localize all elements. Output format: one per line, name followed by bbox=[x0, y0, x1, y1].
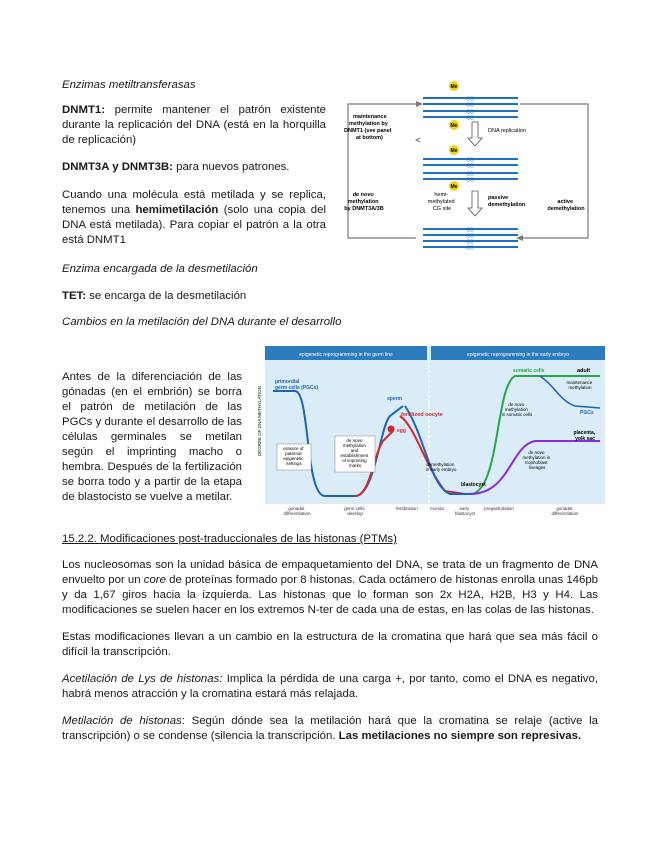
passive-demethylation-label: passive demethylation bbox=[488, 195, 526, 208]
hemi-bold: hemimetilación bbox=[135, 204, 219, 216]
y-axis-label: DEGREE OF DNA METHYLATION bbox=[257, 386, 262, 456]
svg-text:Me: Me bbox=[450, 148, 458, 154]
x-label-fertilization: fertilization bbox=[396, 506, 418, 511]
placenta-label: placenta, yolk sac bbox=[573, 430, 596, 442]
blastocyst-label: blastocyst bbox=[461, 482, 486, 488]
svg-text:GC: GC bbox=[466, 163, 474, 170]
de-novo-label: de novo methylation by DNMT3A/3B bbox=[344, 192, 384, 212]
svg-text:CG: CG bbox=[466, 239, 474, 246]
cycle-right-arrow bbox=[520, 104, 588, 238]
dnmt1-text: permite mantener el patrón existente durante la replicación del DNA (está en la horquilla de replicación) bbox=[62, 104, 326, 146]
development-side-paragraph: Antes de la diferenciación de las gónadas (en el embrión) se borra el patrón de metilación de las PGCs y durante el desarrollo de las células germinales se metilan según el imprinting macho o hembra. Después de la fertilización se borra todo y a partir de la etapa de blastocisto se vuelve a metilar. bbox=[62, 371, 242, 503]
x-label-early-blastocyst: early blastocyst bbox=[454, 506, 476, 516]
hemi-text-1: Cuando una molécula está metilada y se replica, tenemos una bbox=[62, 189, 326, 216]
svg-text:CG: CG bbox=[466, 109, 474, 116]
passive-demethylation-arrow bbox=[468, 191, 482, 216]
de-novo-somatic-label: de novo methylation in somatic cells bbox=[501, 402, 533, 417]
active-demethylation-label: active demethylation bbox=[547, 199, 585, 212]
svg-text:Me: Me bbox=[450, 84, 458, 90]
svg-text:GC: GC bbox=[466, 177, 474, 184]
tet-paragraph bbox=[62, 289, 362, 304]
acetylation-paragraph: Acetilación de Lys de histonas: Implica la pérdida de una carga +, por tanto, como el DNA es negativo, habrá menos atracción y la cromatina estará más relajada. bbox=[62, 673, 598, 700]
nucleosome-paragraph: Los nucleosomas son la unidad básica de empaquetamiento del DNA, se trata de un fragmento de DNA envuelto por un core de proteínas formado por 8 histonas. Cada octámero de histonas enrolla unas 146pb y da 1,67 giros hacia la izquierda. Las histonas que lo forman son 2x H2A, H2B, H3 y H4. Las modificaciones se suelen hacer en los extremos N-ter de cada una de estas, en las colas de las histonas. bbox=[62, 559, 598, 616]
heading-cambios-desarrollo: Cambios en la metilación del DNA durante el desarrollo bbox=[62, 316, 342, 328]
dna-duplex-bottom bbox=[423, 228, 518, 251]
hemi-site-label: hemi- methylated CG site bbox=[427, 192, 455, 212]
methylation-not-repressive: Las metilaciones no siempre son represivas. bbox=[338, 730, 582, 742]
somatic-cells-label: somatic cells bbox=[513, 368, 545, 374]
dna-duplex-hemi bbox=[423, 145, 518, 191]
svg-text:CG: CG bbox=[466, 157, 474, 164]
heading-desmetilacion: Enzima encargada de la desmetilación bbox=[62, 263, 258, 275]
x-label-pregastrulation: pregastrulation bbox=[484, 506, 514, 511]
svg-text:CG: CG bbox=[466, 171, 474, 178]
egg-icon bbox=[388, 426, 395, 433]
demethylation-early-label: demethylation in early embryo bbox=[425, 462, 457, 472]
dna-duplex-top bbox=[423, 81, 518, 109]
svg-text:GC: GC bbox=[466, 102, 474, 109]
methylation-cycle-figure bbox=[330, 78, 600, 250]
x-label-gonadal-1: gonadal differentiation bbox=[283, 506, 311, 516]
erasure-box: erasure of paternal epigenetic settings bbox=[283, 446, 304, 466]
tet-text: se encarga de la desmetilación bbox=[86, 290, 247, 302]
svg-text:Me: Me bbox=[450, 123, 458, 129]
histone-methylation-paragraph: Metilación de histonas: Según dónde sea la metilación hará que la cromatina se relaje (active la transcripción) o se condense (silencia la transcripción. Las metilaciones no siempre son represivas. bbox=[62, 715, 598, 742]
egg-label: egg bbox=[397, 428, 406, 434]
acetylation-label: Acetilación de Lys de histonas: bbox=[62, 673, 223, 685]
histone-methylation-label: Metilación de histonas bbox=[62, 715, 182, 727]
svg-text:CG: CG bbox=[466, 96, 474, 103]
maintenance-label: maintenance methylation by DNMT1 (see panel at bottom) bbox=[344, 114, 392, 141]
dnmt3-text: para nuevos patrones. bbox=[172, 161, 290, 173]
x-label-germ-cells: germ cells develop bbox=[344, 506, 365, 516]
dnmt1-label: DNMT1: bbox=[62, 104, 106, 116]
hemi-text-2: (solo una copia del DNA está metilada). Para copiar el patrón a la otra está DNMT1 bbox=[62, 204, 326, 246]
sperm-label: sperm bbox=[387, 396, 403, 402]
dnmt3-label: DNMT3A y DNMT3B: bbox=[62, 161, 173, 173]
tet-label: TET: bbox=[62, 290, 87, 302]
svg-text:CG: CG bbox=[466, 227, 474, 234]
chromatin-change-paragraph: Estas modificaciones llevan a un cambio en la estructura de la cromatina que hará que sea más fácil o difícil la transcripción. bbox=[62, 631, 598, 658]
germline-header-text: epigenetic reprogramming in the germ line bbox=[299, 352, 393, 358]
dna-replication-arrow bbox=[468, 122, 482, 146]
section-title: 15.2.2. Modificaciones post-traduccionales de las histonas (PTMs) bbox=[62, 533, 397, 545]
pgc-label: primordial germ cells (PGCs) bbox=[275, 379, 319, 391]
heading-metiltransferasas: Enzimas metiltransferasas bbox=[62, 79, 196, 91]
svg-text:GC: GC bbox=[466, 245, 474, 250]
hemimetilacion-paragraph bbox=[62, 188, 326, 248]
dnmt1-paragraph bbox=[62, 103, 326, 148]
svg-text:GC: GC bbox=[466, 233, 474, 240]
de-novo-trophoblast-label: de novo methylation in trophoblast lineages bbox=[522, 450, 551, 470]
adult-label: adult bbox=[577, 368, 591, 374]
epigenetic-reprogramming-figure bbox=[255, 346, 605, 521]
dnmt3-paragraph bbox=[62, 160, 326, 175]
core-word: core bbox=[143, 574, 166, 586]
x-label-gonadal-2: gonadal differentiation bbox=[551, 506, 579, 516]
maintenance-methylation-label: maintenance methylation bbox=[566, 380, 593, 390]
dna-replication-label: DNA replication bbox=[488, 128, 526, 134]
x-label-morula: morula bbox=[430, 506, 444, 511]
fertilized-oocyte-label: fertilized oocyte bbox=[401, 412, 443, 418]
embryo-header-text: epigenetic reprogramming in the early embryo bbox=[467, 352, 569, 358]
pgcs-label: PGCs bbox=[580, 410, 594, 416]
dna-duplex-top-2 bbox=[423, 110, 518, 131]
de-novo-imprinting-box: de novo methylation and establishment of imprinting marks bbox=[340, 438, 369, 468]
svg-text:GC: GC bbox=[466, 115, 474, 122]
svg-text:Me: Me bbox=[450, 184, 458, 190]
